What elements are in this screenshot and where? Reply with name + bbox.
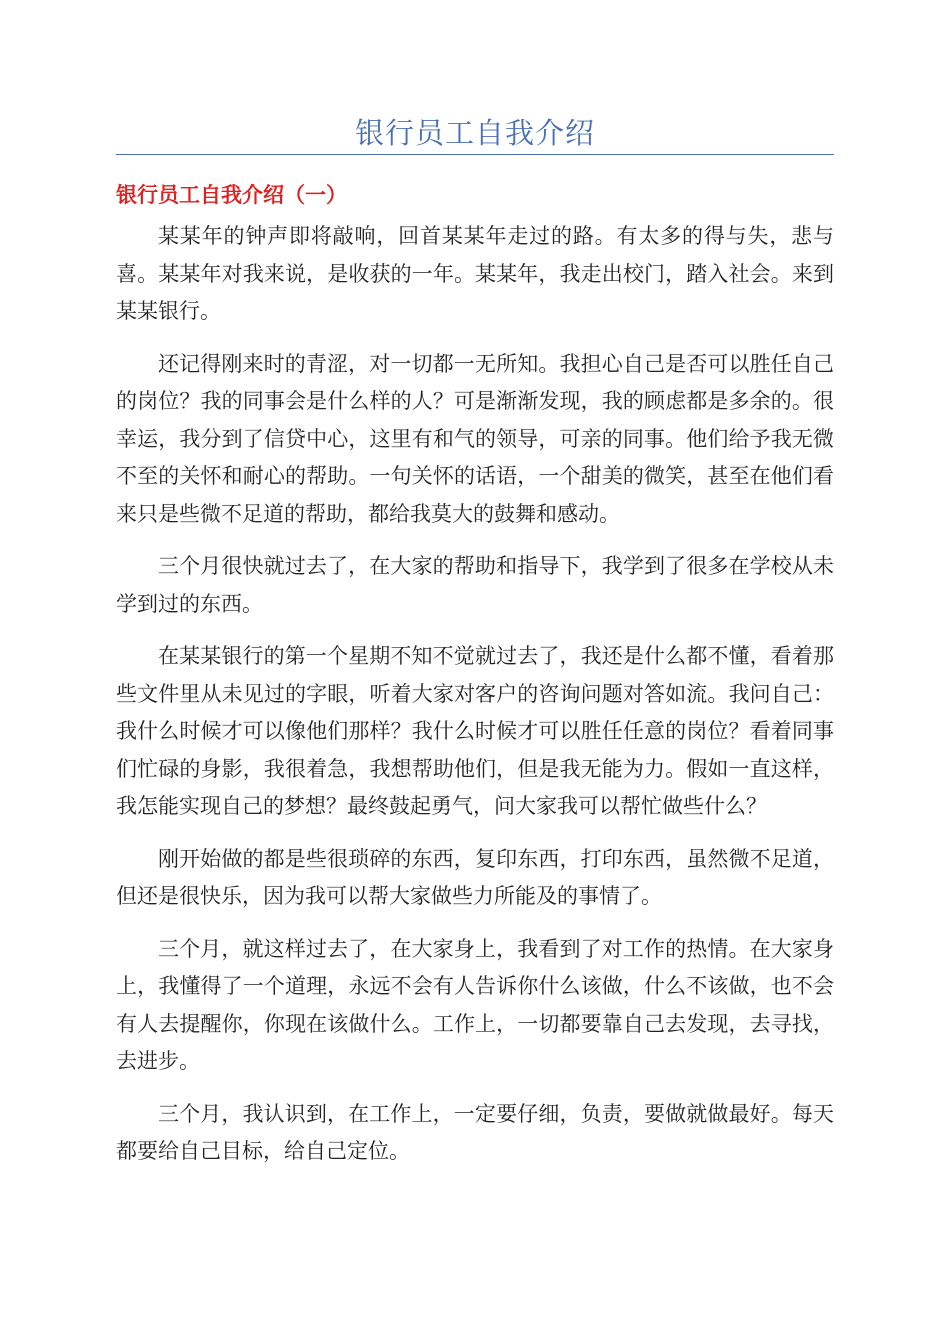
document-body (116, 218, 834, 1171)
paragraph-6: 三个月，就这样过去了，在大家身上，我看到了对工作的热情。在大家身上，我懂得了一个道理，永远不会有人告诉你什么该做，什么不该做，也不会有人去提醒你，你现在该做什么。工作上，一切都要靠自己去发现，去寻找，去进步。 (116, 936, 834, 1073)
document-page (116, 0, 834, 1171)
paragraph-1: 某某年的钟声即将敲响，回首某某年走过的路。有太多的得与失，悲与喜。某某年对我来说，是收获的一年。某某年，我走出校门，踏入社会。来到某某银行。 (116, 224, 834, 323)
document-title: 银行员工自我介绍 (354, 116, 595, 150)
paragraph-2: 还记得刚来时的青涩，对一切都一无所知。我担心自己是否可以胜任自己的岗位？我的同事会是什么样的人？可是渐渐发现，我的顾虑都是多余的。很幸运，我分到了信贷中心，这里有和气的领导，可亲的同事。他们给予我无微不至的关怀和耐心的帮助。一句关怀的话语，一个甜美的微笑，甚至在他们看来只是些微不足道的帮助，都给我莫大的鼓舞和感动。 (116, 351, 834, 526)
paragraph-5: 刚开始做的都是些很琐碎的东西，复印东西，打印东西，虽然微不足道，但还是很快乐，因为我可以帮大家做些力所能及的事情了。 (116, 846, 834, 908)
section-heading: 银行员工自我介绍（一） (116, 183, 347, 207)
paragraph-3: 三个月很快就过去了，在大家的帮助和指导下，我学到了很多在学校从未学到过的东西。 (116, 554, 834, 616)
paragraph-4: 在某某银行的第一个星期不知不觉就过去了，我还是什么都不懂，看着那些文件里从未见过的字眼，听着大家对客户的咨询问题对答如流。我问自己：我什么时候才可以像他们那样？我什么时候才可以胜任任意的岗位？看着同事们忙碌的身影，我很着急，我想帮助他们，但是我无能为力。假如一直这样，我怎能实现自己的梦想？最终鼓起勇气，问大家我可以帮忙做些什么？ (116, 644, 834, 818)
title-divider (116, 154, 834, 155)
paragraph-7: 三个月，我认识到，在工作上，一定要仔细，负责，要做就做最好。每天都要给自己目标，给自己定位。 (116, 1101, 834, 1163)
